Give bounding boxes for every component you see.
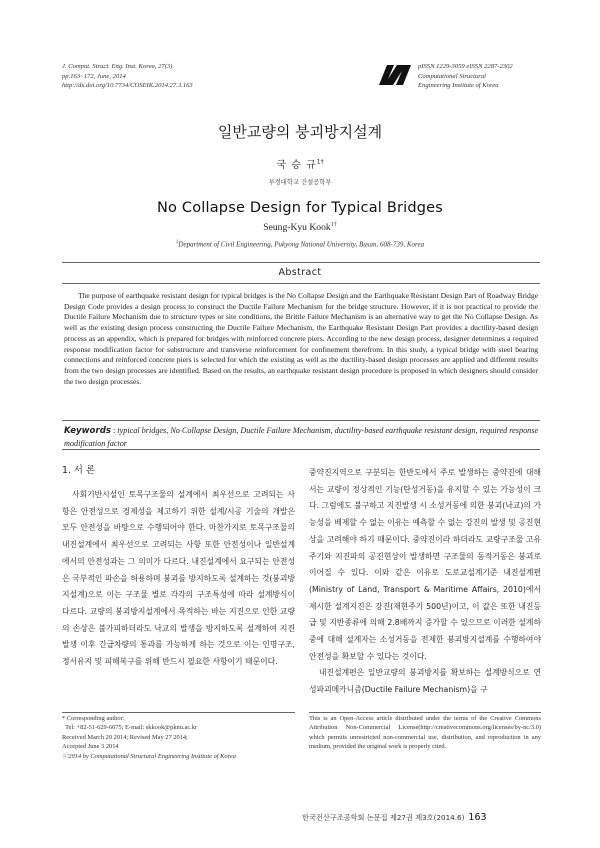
keywords-label: Keywords (64, 426, 111, 436)
footnote-rule (62, 712, 295, 713)
footnote-line: * Corresponding author: (62, 715, 125, 722)
author-english (0, 222, 600, 233)
society-line: Computational Structural (418, 72, 486, 80)
journal-citation (62, 62, 193, 91)
keywords-block (64, 425, 540, 449)
author-mark: 1† (316, 158, 324, 166)
footnote-rule (309, 712, 541, 713)
title-korean: 일반교량의 붕괴방지설계 (217, 123, 383, 141)
page-footer (302, 812, 487, 823)
footnote-line: Received March 20 2014; Revised May 27 2014; (62, 733, 188, 741)
keywords-list: typical bridges, No Collapse Design, Ductile Failure Mechanism, ductility-based earthquake resistant design, required response modification factor (64, 426, 539, 448)
author-korean (0, 156, 600, 171)
abstract-heading: Abstract (278, 267, 322, 278)
doi-link[interactable]: http://dx.doi.org/10.7734/COSEIK.2014.27.3.163 (62, 82, 193, 90)
section-heading: 1. 서 론 (62, 465, 96, 476)
keywords-separator: : (110, 426, 118, 435)
footnote-line: Accepted June 3 2014 (62, 743, 119, 751)
open-access-notice: This is an Open-Access article distributed under the terms of the Creative Commons Attribution Non-Commercial License(http://creativecommons.org/licenses/by-nc/3.0) which permits unrestricted non-commercial use, distribution, and reproduction in any medium, provided the original work is properly cited. (309, 715, 541, 751)
author-name: Seung-Kyu Kook (263, 222, 331, 234)
footnote-corresponding (62, 714, 295, 761)
affiliation-korean: 부경대학교 건설공학부 (268, 179, 332, 186)
paragraph: 사회기반시설인 토목구조물의 설계에서 최우선으로 고려되는 사항은 안전성으로 경제성을 제고하기 위한 설계/시공 기술의 개발은 모두 안전성을 바탕으로 수행되어야 한다. 마찬가지로 토목구조물의 내진설계에서 최우선으로 고려되는 사항 또한 안전성이나 일반설계에서의 안전성과는 그 의미가 다르다. 내진설계에서 요구되는 안전성은 국부적인 파손을 허용하며 붕괴를 방지하도록 설계하는 것(붕괴방지설계)으로 이는 구조물 별로 각각의 구조특성에 따라 설계방식이 다르다. 교량의 붕괴방지설계에서 목적하는 바는 지진으로 인한 교량의 손상은 불가피하더라도 낙교의 발생을 방지하도록 설계하여 지진발생 이후 긴급차량의 통과를 가능하게 하는 것으로 이는 인명구조, 정서유지 및 피해복구를 위해 반드시 필요한 사항이기 때문이다. (62, 490, 295, 667)
footnote-line: Tel: +82-51-629-6075; E-mail: skkook@pknu.ac.kr (62, 724, 198, 732)
affiliation-english (0, 240, 600, 248)
left-column (62, 487, 295, 671)
page-number: 163 (468, 812, 487, 823)
citation-line: pp.163~172, June, 2014 (62, 72, 126, 80)
affiliation-text: Department of Civil Engineering, Pukyong National University, Busan, 608-739, Korea (178, 240, 425, 249)
issn-line: pISSN 1229-3059 eISSN 2287-2302 (418, 63, 513, 70)
issn-block (418, 62, 513, 91)
footnote-line: ⓒ2014 by Computational Structural Engineering Institute of Korea (62, 752, 236, 760)
right-column (309, 465, 541, 699)
keywords-rule (62, 420, 540, 421)
abstract-rule (62, 262, 540, 263)
abstract-body: The purpose of earthquake resistant design for typical bridges is the No Collapse Design and the Earthquake Resistant Design Part of Roadway Bridge Design Code provides a design process to construct the Ductile Failure Mechanism for the bridge structure. However, if it is not practical to provide the Ductile Failure Mechanism due to structure types or site conditions, the Brittle Failure Mechanism is an alternative way to get the No Collapse Design. As well as the existing design process constructing the Ductile Failure Mechanism, the Earthquake Resistant Design Part provides a ductility-based design process as an appendix, which is prepared for bridges with reinforced concrete piers. According to the new design process, designer determines a required response modification factor for substructure and transverse reinforcement for confinement therefrom. In this study, a typical bridge with steel bearing connections and reinforced concrete piers is selected for which the existing as well as the ductility-based design processes are applied and different results from the two design processes are identified. Based on the results, an earthquake resistant design procedure is proposed in which designers should consider the two design processes. (64, 291, 538, 386)
paragraph: 내진설계편은 일반교량의 붕괴방지를 확보하는 설계방식으로 연성파괴메카니즘(Ductile Failure Mechanism)을 구 (309, 668, 541, 695)
author-mark: 1† (330, 222, 337, 228)
title-english: No Collapse Design for Typical Bridges (156, 200, 444, 216)
paragraph: 중약진지역으로 구분되는 한반도에서 주로 발생하는 중약진에 대해서는 교량이 정상적인 기능(탄성거동)을 유지할 수 있는 가능성이 크다. 그럼에도 불구하고 지진발생 시 소성거동에 의한 붕괴(낙교)의 가능성을 배제할 수 없는 이유는 예측할 수 없는 강진의 발생 및 공진현상을 고려해야 하기 때문이다. 중약진이라 하더라도 교량구조물 고유주기와 지진파의 공진현상이 발생하면 구조물의 동적거동은 붕괴로 이어질 수 있다. 이와 같은 이유로 도로교설계기준 내진설계편(Ministry of Land, Transport & Maritime Affairs, 2010)에서 제시한 설계지진은 강진(재현주기 500년)이고, 이 값은 또한 내진등급 및 지반종류에 의해 2.8배까지 증가할 수 있으므로 이러한 설계하중에 대해 설계자는 소성거동을 전제한 붕괴방지설계를 수행하여야 안전성을 확보할 수 있다는 것이다. (309, 468, 541, 661)
coseik-logo-icon (377, 61, 413, 87)
affiliation-mark: 1 (175, 240, 179, 245)
author-name: 국 승 규 (276, 160, 317, 171)
society-line: Engineering Institute of Korea (418, 82, 499, 90)
abstract-rule (62, 283, 540, 284)
citation-line: J. Comput. Struct. Eng. Inst. Korea, 27(3) (62, 63, 173, 70)
footer-journal: 한국전산구조공학회 논문집 제27권 제3호(2014.6) (302, 813, 465, 822)
keywords-rule (62, 449, 540, 450)
